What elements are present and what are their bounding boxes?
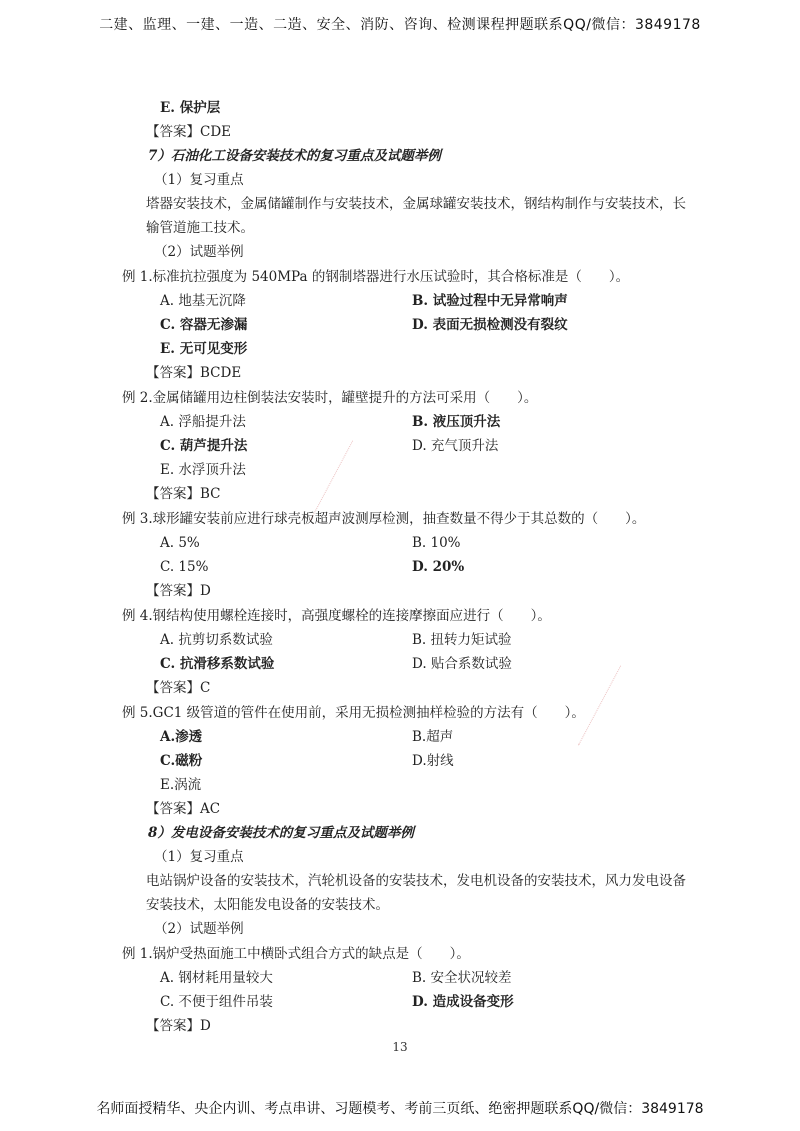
review-text: 塔器安装技术，金属储罐制作与安装技术，金属球罐安装技术，钢结构制作与安装技术，长输管道施工技术。: [146, 196, 686, 236]
question-stem: 例 5.GC1 级管道的管件在使用前，采用无损检测抽样检验的方法有（ ）。: [122, 705, 585, 721]
option-c: C. 容器无渗漏: [160, 317, 248, 333]
subheading: （2）试题举例: [154, 921, 244, 937]
page-header: 二建、监理、一建、一造、二造、安全、消防、咨询、检测课程押题联系QQ/微信：3849178: [99, 17, 701, 33]
question-stem: 例 3.球形罐安装前应进行球壳板超声波测厚检测，抽查数量不得少于其总数的（ ）。: [122, 511, 646, 527]
option-a: A. 抗剪切系数试验: [160, 632, 273, 648]
options-row: [122, 628, 688, 652]
option-b: B. 扭转力矩试验: [412, 632, 512, 648]
review-text: 电站锅炉设备的安装技术，汽轮机设备的安装技术，发电机设备的安装技术，风力发电设备安装技术，太阳能发电设备的安装技术。: [146, 873, 686, 913]
option-d: D. 贴合系数试验: [412, 656, 512, 672]
options-row: [122, 531, 688, 555]
subheading: （2）试题举例: [154, 244, 244, 260]
answer: 【答案】D: [146, 583, 211, 599]
answer: 【答案】D: [146, 1018, 211, 1034]
option-c: C. 抗滑移系数试验: [160, 656, 275, 672]
subheading: （1）复习重点: [154, 849, 244, 865]
options-row: [122, 990, 688, 1014]
options-row: [122, 289, 688, 313]
option-a: A. 地基无沉降: [160, 293, 246, 309]
option-b: B. 试验过程中无异常响声: [412, 293, 568, 309]
option-b: B. 液压顶升法: [412, 414, 501, 430]
question-stem: 例 1.标准抗拉强度为 540MPa 的钢制塔器进行水压试验时，其合格标准是（ ）。: [122, 269, 630, 285]
question-stem: 例 4.钢结构使用螺栓连接时，高强度螺栓的连接摩擦面应进行（ ）。: [122, 608, 551, 624]
option-c: C.磁粉: [160, 753, 203, 769]
question-stem: 例 1.锅炉受热面施工中横卧式组合方式的缺点是（ ）。: [122, 946, 470, 962]
option-a: A. 5%: [160, 535, 200, 551]
option-e: E.涡流: [160, 777, 202, 793]
options-row: [122, 410, 688, 434]
option-d: D. 充气顶升法: [412, 438, 499, 454]
option-c: C. 葫芦提升法: [160, 438, 248, 454]
document-body: [122, 96, 688, 1038]
option-e: E. 无可见变形: [160, 341, 248, 357]
option-c: C. 15%: [160, 559, 209, 575]
option-d: D. 表面无损检测没有裂纹: [412, 317, 568, 333]
answer: 【答案】AC: [146, 801, 221, 817]
option-a: A. 浮船提升法: [160, 414, 246, 430]
option-b: B. 安全状况较差: [412, 970, 512, 986]
option-d: D. 20%: [412, 559, 465, 575]
option-a: A. 钢材耗用量较大: [160, 970, 273, 986]
option-e: E. 保护层: [160, 100, 221, 116]
option-c: C. 不便于组件吊装: [160, 994, 273, 1010]
options-row: [122, 749, 688, 773]
page-footer: 名师面授精华、央企内训、考点串讲、习题模考、考前三页纸、绝密押题联系QQ/微信：3849178: [96, 1101, 704, 1117]
options-row: [122, 434, 688, 458]
answer: 【答案】C: [146, 680, 211, 696]
option-b: B. 10%: [412, 535, 461, 551]
option-d: D. 造成设备变形: [412, 994, 514, 1010]
option-a: A.渗透: [160, 729, 203, 745]
page-number: 13: [392, 1040, 408, 1054]
option-b: B.超声: [412, 729, 454, 745]
options-row: [122, 725, 688, 749]
options-row: [122, 966, 688, 990]
section-title: 7）石油化工设备安装技术的复习重点及试题举例: [148, 148, 441, 164]
option-e: E. 水浮顶升法: [160, 462, 246, 478]
answer: 【答案】CDE: [146, 124, 232, 140]
question-stem: 例 2.金属储罐用边柱倒装法安装时，罐壁提升的方法可采用（ ）。: [122, 390, 538, 406]
subheading: （1）复习重点: [154, 172, 244, 188]
options-row: [122, 652, 688, 676]
section-title: 8）发电设备安装技术的复习重点及试题举例: [148, 825, 414, 841]
options-row: [122, 313, 688, 337]
option-d: D.射线: [412, 753, 454, 769]
options-row: [122, 555, 688, 579]
answer: 【答案】BC: [146, 486, 221, 502]
answer: 【答案】BCDE: [146, 365, 242, 381]
